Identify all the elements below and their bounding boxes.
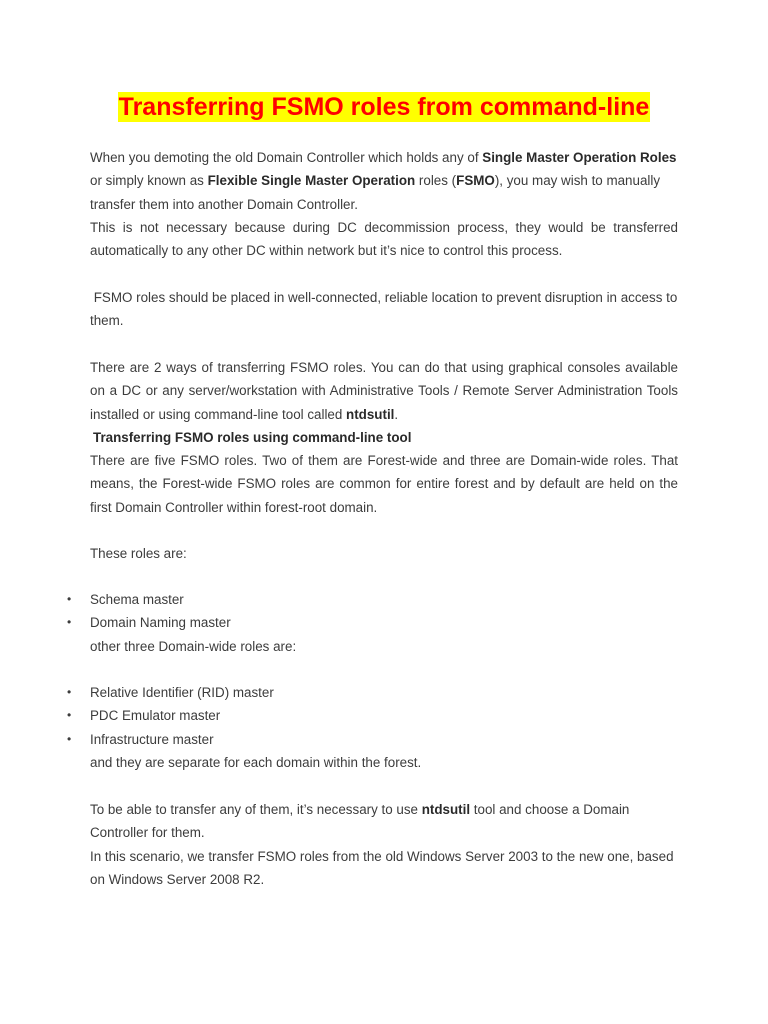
list-item — [67, 681, 678, 704]
bullet-icon: • — [67, 685, 72, 699]
scenario-paragraph: In this scenario, we transfer FSMO roles from the old Windows Server 2003 to the new one, based on Windows Server 2008 R2. — [90, 849, 674, 888]
intro-text-c: or simply known as — [90, 173, 208, 189]
list-item-label: Relative Identifier (RID) master — [90, 685, 274, 700]
roles-intro: These roles are: — [90, 546, 187, 561]
domain-roles-note: and they are separate for each domain within the forest. — [90, 755, 422, 770]
intro-text-e: ), you may wish to manually transfer them into another Domain Controller. — [90, 173, 661, 212]
intro-text-a: When you demoting the old Domain Controller which holds any of — [90, 150, 483, 165]
transfer-text-c: tool and choose a Domain Controller for them. — [90, 802, 630, 841]
title-container — [0, 92, 768, 122]
ways-paragraph — [90, 356, 678, 426]
domain-roles-list — [67, 681, 678, 751]
intro-text-d: roles ( — [415, 173, 457, 189]
intro-bold-fsmo: FSMO — [456, 173, 495, 189]
placement-paragraph: FSMO roles should be placed in well-connected, reliable location to prevent disruption in access to them. — [90, 290, 682, 329]
list-item — [67, 588, 678, 611]
ways-text-c: . — [394, 406, 399, 422]
intro-paragraph — [90, 146, 678, 216]
bullet-icon: • — [67, 731, 72, 746]
bullet-icon: • — [67, 592, 72, 606]
page-title: Transferring FSMO roles from command-line — [118, 93, 650, 121]
list-item-label: Schema master — [90, 592, 184, 607]
intro-bold-smor: Single Master Operation Roles — [482, 150, 677, 165]
ways-text-a: There are 2 ways of transferring FSMO roles. You can do that using graphical consoles available on a DC or any server/workstation with Administrative Tools / Remote Server Administration Tools installed or using command-line tool called — [90, 360, 678, 422]
transfer-paragraph — [90, 798, 678, 845]
bullet-icon: • — [67, 708, 72, 723]
ways-bold-ntdsutil: ntdsutil — [346, 406, 395, 422]
transfer-bold-ntdsutil: ntdsutil — [421, 802, 471, 817]
decommission-paragraph: This is not necessary because during DC decommission process, they would be transferred automatically to any other DC within network but it’s nice to control this process. — [90, 220, 678, 259]
list-item-label: Domain Naming master — [90, 615, 231, 631]
section-heading: Transferring FSMO roles using command-line tool — [93, 430, 412, 445]
intro-bold-fsmo-full: Flexible Single Master Operation — [207, 173, 416, 189]
list-item — [67, 704, 678, 727]
five-roles-paragraph: There are five FSMO roles. Two of them are Forest-wide and three are Domain-wide roles. That means, the Forest-wide FSMO roles are common for entire forest and by default are held on the first Domain Controller within forest-root domain. — [90, 453, 678, 515]
domain-roles-intro: other three Domain-wide roles are: — [90, 639, 297, 654]
transfer-text-a: To be able to transfer any of them, it’s necessary to use — [90, 802, 422, 817]
list-item — [67, 611, 678, 634]
forest-roles-list — [67, 588, 678, 635]
bullet-icon: • — [67, 615, 72, 630]
list-item-label: PDC Emulator master — [90, 708, 221, 724]
list-item-label: Infrastructure master — [90, 731, 214, 747]
list-item — [67, 728, 678, 751]
